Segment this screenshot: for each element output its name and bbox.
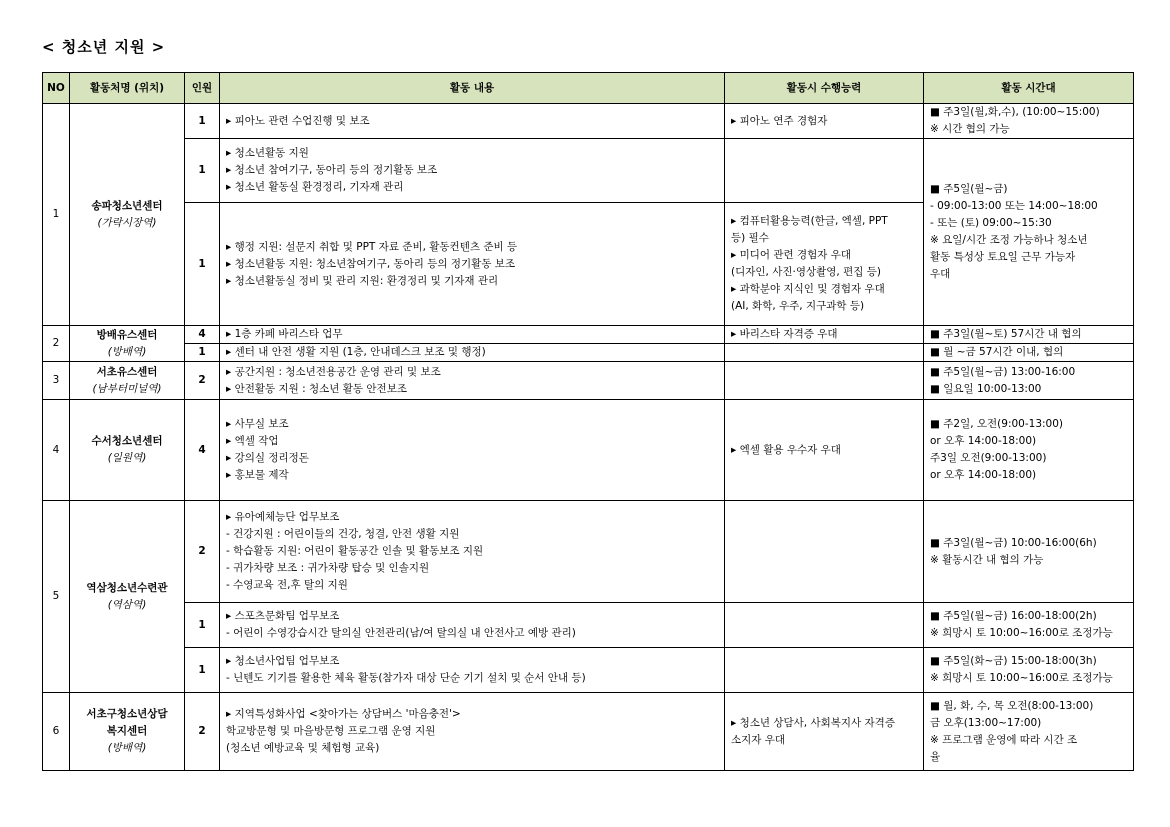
ability-cell (725, 648, 924, 693)
content-cell: ▸ 유아예체능단 업무보조 - 건강지원 : 어린이들의 건강, 청결, 안전 생활 지원 - 학습활동 지원: 어린이 활동공간 인솔 및 활동보조 지원 - 귀가차량 보조 : 귀가차량 탑승 및 인솔지원 - 수영교육 전,후 탈의 지원 (220, 501, 725, 603)
content-cell: ▸ 청소년사업팀 업무보조 - 닌텐도 기기를 활용한 체육 활동(참가자 대상 단순 기기 설치 및 순서 안내 등) (220, 648, 725, 693)
table-row (43, 362, 1134, 400)
center-name: 수서청소년센터 (91, 435, 163, 447)
people-count: 1 (185, 648, 220, 693)
ability-cell: ▸ 바리스타 자격증 우대 (725, 326, 924, 344)
content-cell: ▸ 피아노 관련 수업진행 및 보조 (220, 104, 725, 139)
row-number: 5 (43, 501, 70, 693)
people-count: 1 (185, 603, 220, 648)
time-cell: ■ 주5일(월~금) 13:00-16:00 ■ 일요일 10:00-13:00 (924, 362, 1134, 400)
table-row (43, 326, 1134, 344)
people-count: 4 (185, 400, 220, 501)
ability-cell: ▸ 피아노 연주 경험자 (725, 104, 924, 139)
table-row (43, 603, 1134, 648)
people-count: 1 (185, 104, 220, 139)
time-cell: ■ 월, 화, 수, 목 오전(8:00-13:00) 금 오후(13:00~17:00) ※ 프로그램 운영에 따라 시간 조 율 (924, 693, 1134, 771)
center-cell (70, 104, 185, 326)
table-row (43, 139, 1134, 203)
header-people: 인원 (185, 73, 220, 104)
time-cell: ■ 주5일(화~금) 15:00-18:00(3h) ※ 희망시 토 10:00~16:00로 조정가능 (924, 648, 1134, 693)
ability-cell: ▸ 청소년 상담사, 사회복지사 자격증 소지자 우대 (725, 693, 924, 771)
people-count: 2 (185, 362, 220, 400)
center-name: 서초유스센터 (96, 365, 158, 378)
ability-cell: ▸ 컴퓨터활용능력(한글, 엑셀, PPT 등) 필수 ▸ 미디어 관련 경험자 우대 (디자인, 사진·영상촬영, 편집 등) ▸ 과학분야 지식인 및 경험자 우대 (AI, 화학, 우주, 지구과학 등) (725, 203, 924, 326)
ability-cell (725, 139, 924, 203)
table-row (43, 648, 1134, 693)
header-ability: 활동시 수행능력 (725, 73, 924, 104)
center-cell (70, 362, 185, 400)
center-name: 서초구청소년상담 (86, 708, 168, 720)
page-title: < 청소년 지원 > (42, 38, 166, 56)
time-cell: ■ 주3일(월~금) 10:00-16:00(6h) ※ 활동시간 내 협의 가능 (924, 501, 1134, 603)
center-location: (방배역) (107, 742, 147, 754)
header-center: 활동처명 (위치) (70, 73, 185, 104)
time-cell: ■ 주3일(월~토) 57시간 내 협의 (924, 326, 1134, 344)
people-count: 1 (185, 203, 220, 326)
center-name: 방배유스센터 (96, 328, 158, 341)
row-number: 6 (43, 693, 70, 771)
content-cell: ▸ 1층 카페 바리스타 업무 (220, 326, 725, 344)
table-row (43, 400, 1134, 501)
content-cell: ▸ 사무실 보조 ▸ 엑셀 작업 ▸ 강의실 정리정돈 ▸ 홍보물 제작 (220, 400, 725, 501)
row-number: 3 (43, 362, 70, 400)
ability-cell (725, 344, 924, 362)
content-cell: ▸ 공간지원 : 청소년전용공간 운영 관리 및 보조 ▸ 안전활동 지원 : 청소년 활동 안전보조 (220, 362, 725, 400)
header-time: 활동 시간대 (924, 73, 1134, 104)
center-cell (70, 501, 185, 693)
center-name-line2: 복지센터 (106, 725, 148, 737)
ability-cell: ▸ 엑셀 활용 우수자 우대 (725, 400, 924, 501)
people-count: 2 (185, 693, 220, 771)
ability-cell (725, 603, 924, 648)
time-cell: ■ 월 ~금 57시간 이내, 협의 (924, 344, 1134, 362)
header-row (43, 73, 1134, 104)
center-cell (70, 693, 185, 771)
content-cell: ▸ 센터 내 안전 생활 지원 (1층, 안내데스크 보조 및 행정) (220, 344, 725, 362)
time-cell: ■ 주2일, 오전(9:00-13:00) or 오후 14:00-18:00) 주3일 오전(9:00-13:00) or 오후 14:00-18:00) (924, 400, 1134, 501)
table-row (43, 693, 1134, 771)
table-row (43, 501, 1134, 603)
center-name: 송파청소년센터 (91, 199, 163, 212)
table-row (43, 344, 1134, 362)
time-cell: ■ 주5일(월~금) - 09:00-13:00 또는 14:00~18:00 - 또는 (토) 09:00~15:30 ※ 요일/시간 조정 가능하나 청소년 활동 특성상 토요일 근무 가능자 우대 (924, 139, 1134, 326)
center-location: (역삼역) (107, 598, 147, 611)
time-cell: ■ 주3일(월,화,수), (10:00~15:00) ※ 시간 협의 가능 (924, 104, 1134, 139)
youth-support-table (42, 72, 1134, 771)
center-name: 역삼청소년수련관 (86, 581, 168, 594)
people-count: 1 (185, 344, 220, 362)
center-cell (70, 326, 185, 362)
ability-cell (725, 362, 924, 400)
time-cell: ■ 주5일(월~금) 16:00-18:00(2h) ※ 희망시 토 10:00~16:00로 조정가능 (924, 603, 1134, 648)
row-number: 4 (43, 400, 70, 501)
header-content: 활동 내용 (220, 73, 725, 104)
content-cell: ▸ 지역특성화사업 <찾아가는 상담버스 '마음충전'> 학교방문형 및 마을방문형 프로그램 운영 지원 (청소년 예방교육 및 체험형 교육) (220, 693, 725, 771)
table-row (43, 104, 1134, 139)
people-count: 2 (185, 501, 220, 603)
content-cell: ▸ 행정 지원: 설문지 취합 및 PPT 자료 준비, 활동컨텐츠 준비 등 ▸ 청소년활동 지원: 청소년참여기구, 동아리 등의 정기활동 보조 ▸ 청소년활동실 정비 및 관리 지원: 환경정리 및 기자재 관리 (220, 203, 725, 326)
header-no: NO (43, 73, 70, 104)
row-number: 1 (43, 104, 70, 326)
center-location: (일원역) (107, 452, 147, 464)
people-count: 1 (185, 139, 220, 203)
center-location: (남부터미널역) (92, 382, 162, 395)
center-location: (방배역) (107, 345, 147, 358)
center-location: (가락시장역) (97, 216, 157, 229)
center-cell (70, 400, 185, 501)
row-number: 2 (43, 326, 70, 362)
content-cell: ▸ 스포츠문화팀 업무보조 - 어린이 수영강습시간 탈의실 안전관리(남/여 탈의실 내 안전사고 예방 관리) (220, 603, 725, 648)
content-cell: ▸ 청소년활동 지원 ▸ 청소년 참여기구, 동아리 등의 정기활동 보조 ▸ 청소년 활동실 환경정리, 기자재 관리 (220, 139, 725, 203)
people-count: 4 (185, 326, 220, 344)
ability-cell (725, 501, 924, 603)
